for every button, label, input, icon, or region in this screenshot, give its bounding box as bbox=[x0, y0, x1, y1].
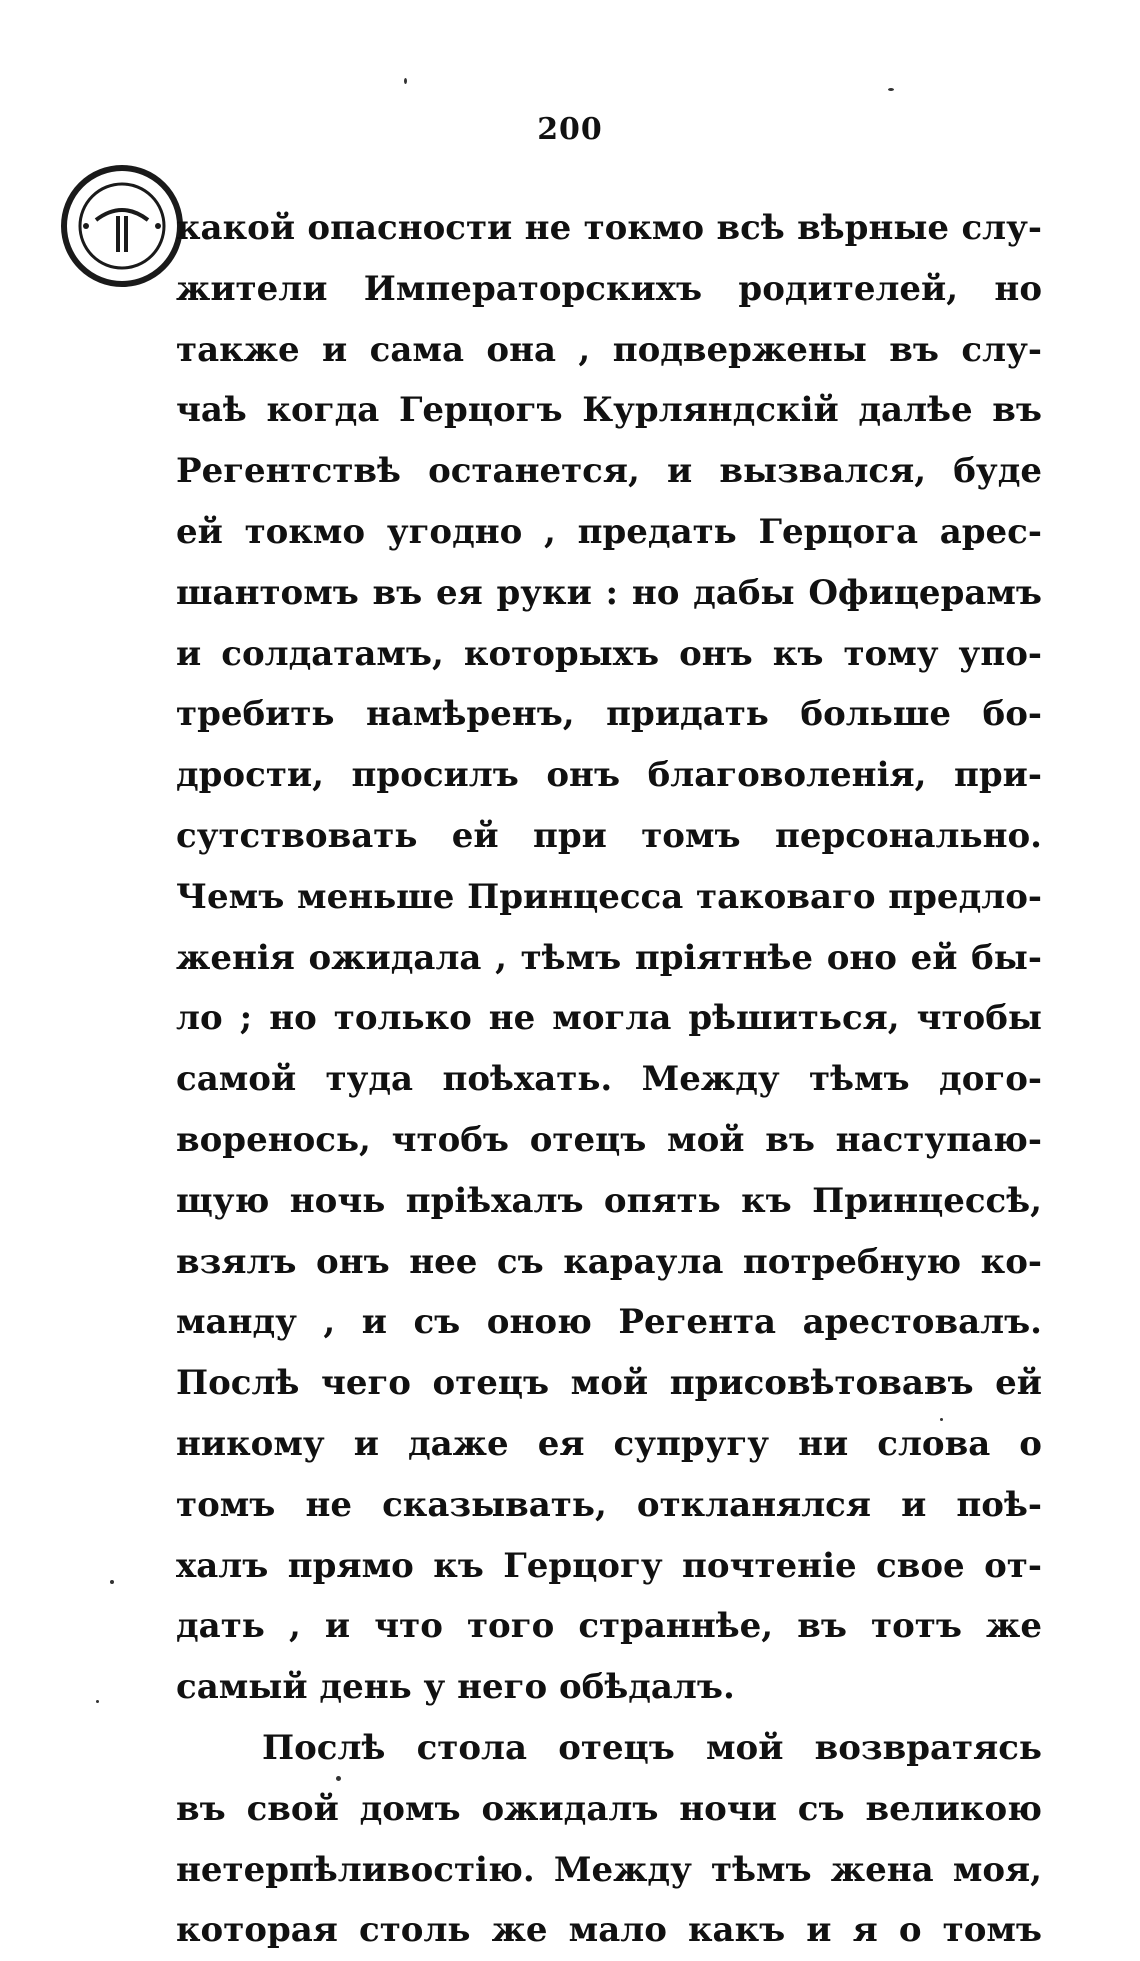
text-line: которая столь же мало какъ и я о томъ bbox=[176, 1910, 1042, 1951]
scan-speck bbox=[940, 1418, 943, 1421]
main-text bbox=[176, 198, 1042, 1961]
text-line: также и сама она , подвержены въ слу- bbox=[176, 329, 1042, 370]
text-line: шантомъ въ ея руки : но дабы Офицерамъ bbox=[176, 572, 1042, 613]
text-line: халъ прямо къ Герцогу почтеніе свое от- bbox=[176, 1545, 1042, 1586]
paragraph-2 bbox=[176, 1718, 1042, 1961]
text-line: никому и даже ея супругу ни слова о bbox=[176, 1423, 1042, 1464]
text-line: сутствовать ей при томъ персонально. bbox=[176, 815, 1042, 856]
text-line: жители Императорскихъ родителей, но bbox=[176, 268, 1042, 309]
text-line: воренось, чтобъ отецъ мой въ наступаю- bbox=[176, 1119, 1042, 1160]
text-line: чаѣ когда Герцогъ Курляндскій далѣе въ bbox=[176, 390, 1042, 431]
text-line: ей токмо угодно , предать Герцога арес- bbox=[176, 511, 1042, 552]
text-line: какой опасности не токмо всѣ вѣрные слу- bbox=[176, 208, 1042, 248]
text-line: Чемъ меньше Принцесса таковаго предло- bbox=[176, 876, 1042, 917]
scan-speck bbox=[96, 1700, 99, 1703]
scan-speck bbox=[110, 1580, 114, 1584]
paragraph-1 bbox=[176, 198, 1042, 1718]
text-line: взялъ онъ нее съ караула потребную ко- bbox=[176, 1241, 1042, 1282]
scan-speck bbox=[888, 88, 894, 91]
text-line: дать , и что того страннѣе, въ тотъ же bbox=[176, 1606, 1042, 1647]
text-line: женія ожидала , тѣмъ пріятнѣе оно ей бы- bbox=[176, 937, 1042, 978]
scan-speck bbox=[404, 78, 407, 84]
text-line: самой туда поѣхать. Между тѣмъ дого- bbox=[176, 1059, 1042, 1100]
text-line: Регентствѣ останется, и вызвался, буде bbox=[176, 451, 1042, 492]
text-line: нетерпѣливостію. Между тѣмъ жена моя, bbox=[176, 1849, 1042, 1890]
text-line: томъ не сказывать, откланялся и поѣ- bbox=[176, 1484, 1042, 1525]
text-line: щую ночь пріѣхалъ опять къ Принцессѣ, bbox=[176, 1180, 1042, 1221]
text-line: Послѣ чего отецъ мой присовѣтовавъ ей bbox=[176, 1363, 1042, 1404]
text-line: требить намѣренъ, придать больше бо- bbox=[176, 694, 1042, 735]
text-line: ло ; но только не могла рѣшиться, чтобы bbox=[176, 998, 1042, 1039]
library-stamp-icon bbox=[56, 160, 188, 292]
text-line: дрости, просилъ онъ благоволенія, при- bbox=[176, 755, 1042, 796]
text-line: манду , и съ оною Регента арестовалъ. bbox=[176, 1302, 1042, 1343]
scan-speck bbox=[336, 1776, 341, 1781]
text-line: въ свой домъ ожидалъ ночи съ великою bbox=[176, 1788, 1042, 1829]
text-line: самый день у него обѣдалъ. bbox=[176, 1667, 735, 1708]
page-number: 200 bbox=[537, 112, 603, 147]
text-line: и солдатамъ, которыхъ онъ къ тому упо- bbox=[176, 633, 1042, 674]
text-line: Послѣ стола отецъ мой возвратясь bbox=[262, 1727, 1042, 1768]
